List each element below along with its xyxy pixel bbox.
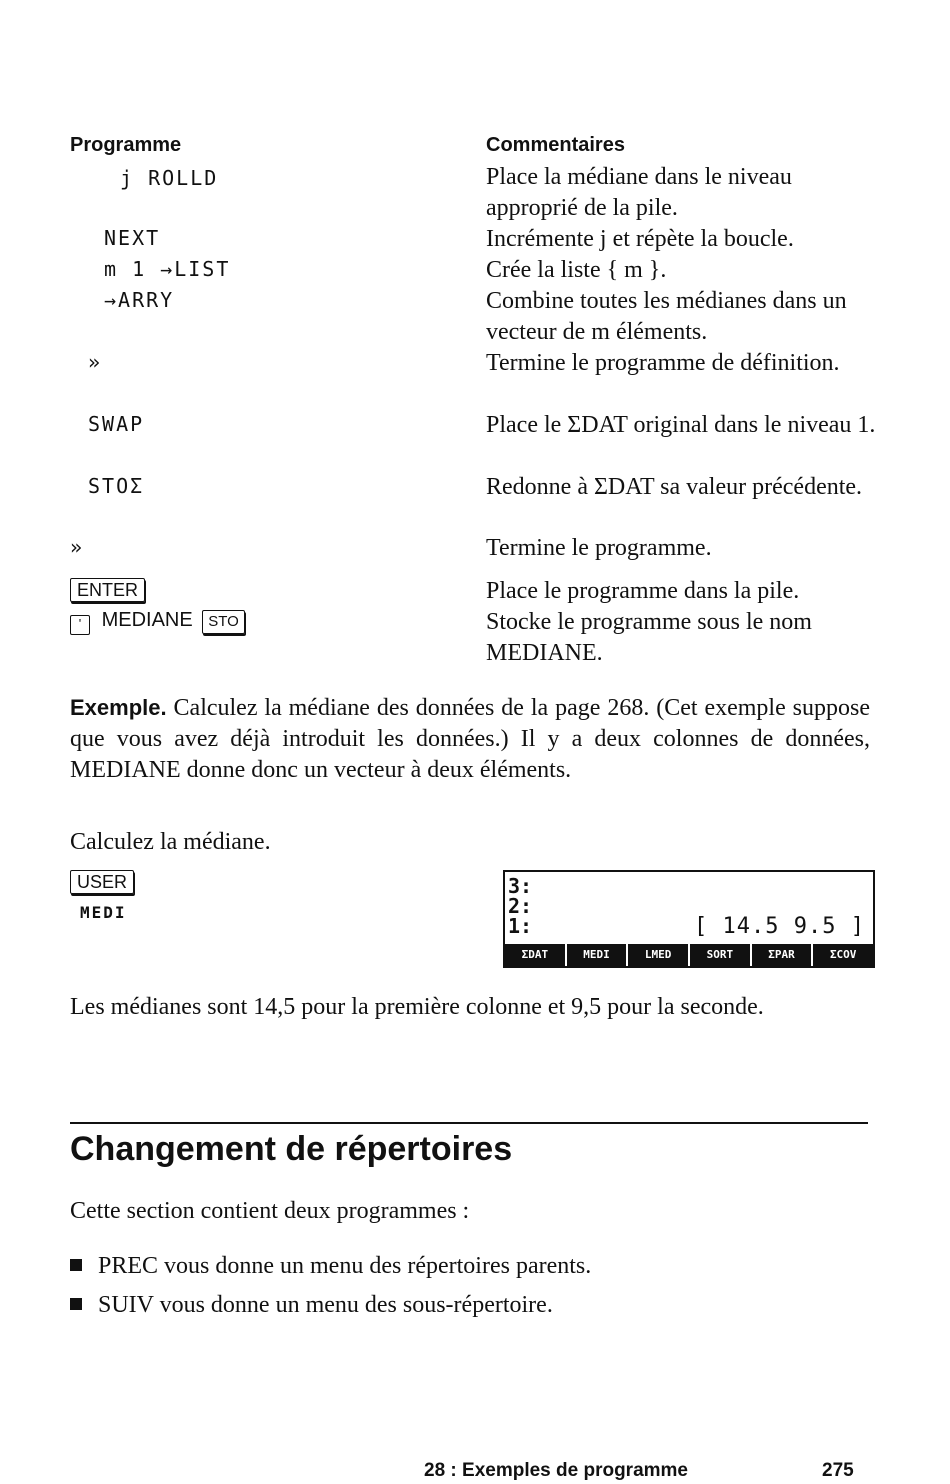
code-line-close-outer: » (70, 535, 85, 559)
section-intro: Cette section contient deux programmes : (70, 1198, 470, 1224)
menu-key-sdat: ΣDAT (505, 944, 565, 966)
programme-header: Programme (70, 134, 182, 156)
comment-swap: Place le ΣDAT original dans le niveau 1. (486, 412, 876, 438)
menu-key-sort: SORT (690, 944, 750, 966)
menu-key-lmed: LMED (628, 944, 688, 966)
bullet-prec (70, 1253, 591, 1280)
user-key: USER (70, 870, 134, 894)
comment-close-outer: Termine le programme. (486, 535, 712, 561)
stack-level-2: 2: (508, 894, 533, 918)
bullet-suiv-text: SUIV vous donne un menu des sous-répertoire. (98, 1292, 553, 1318)
menu-key-medi: MEDI (567, 944, 627, 966)
code-line-list: m 1 →LIST (104, 257, 231, 281)
example-paragraph (70, 692, 870, 786)
example-text: Calculez la médiane des données de la page 268. (Cet exemple suppose que vous avez déjà introduit les données.) Il y a deux colonnes de données, MEDIANE donne donc un vecteur à deux éléments. (70, 695, 870, 783)
commentaires-header: Commentaires (486, 134, 625, 156)
comment-close-inner: Termine le programme de définition. (486, 350, 840, 376)
enter-keyline (70, 578, 145, 602)
code-line-arry: →ARRY (104, 288, 175, 312)
comment-sto: Stocke le programme sous le nom MEDIANE. (486, 609, 812, 666)
stack-level-1: 1: (508, 914, 533, 938)
stack-value: [ 14.5 9.5 ] (694, 914, 865, 939)
bullet-marker (70, 1298, 82, 1310)
bullet-marker (70, 1259, 82, 1271)
result-paragraph: Les médianes sont 14,5 pour la première colonne et 9,5 pour la seconde. (70, 994, 764, 1020)
menu-key-spar: ΣPAR (752, 944, 812, 966)
quote-key: ' (70, 615, 90, 635)
comment-arry: Combine toutes les médianes dans un vecteur de m éléments. (486, 288, 847, 345)
mediane-label: MEDIANE (101, 609, 193, 631)
section-title: Changement de répertoires (70, 1130, 513, 1168)
mediane-keyline (70, 609, 245, 635)
comment-list: Crée la liste { m }. (486, 257, 667, 283)
user-keyline (70, 870, 134, 894)
sto-key: STO (202, 610, 245, 634)
comment-next: Incrémente j et répète la boucle. (486, 226, 794, 252)
footer-page-number: 275 (822, 1460, 854, 1481)
code-line-rolld: j ROLLD (120, 166, 219, 190)
calculator-display (503, 870, 875, 968)
menu-key-scov: ΣCOV (813, 944, 873, 966)
bullet-suiv (70, 1292, 553, 1319)
code-line-next: NEXT (104, 226, 161, 250)
enter-key: ENTER (70, 578, 145, 602)
comment-rolld: Place la médiane dans le niveau approprié de la pile. (486, 164, 792, 221)
bullet-prec-text: PREC vous donne un menu des répertoires parents. (98, 1253, 592, 1279)
section-divider (70, 1122, 868, 1124)
code-line-sto-sigma: STOΣ (88, 474, 145, 498)
code-line-swap: SWAP (88, 412, 145, 436)
example-instruction: Calculez la médiane. (70, 829, 271, 855)
footer-chapter: 28 : Exemples de programme (424, 1460, 688, 1481)
stack-level-3: 3: (508, 874, 533, 898)
code-line-close-inner: » (88, 350, 103, 374)
medi-softkey-label: MEDI (80, 903, 127, 922)
comment-sto-sigma: Redonne à ΣDAT sa valeur précédente. (486, 474, 863, 500)
softkey-menu (505, 944, 873, 966)
comment-enter: Place le programme dans la pile. (486, 578, 800, 604)
example-lead: Exemple. (70, 695, 167, 720)
